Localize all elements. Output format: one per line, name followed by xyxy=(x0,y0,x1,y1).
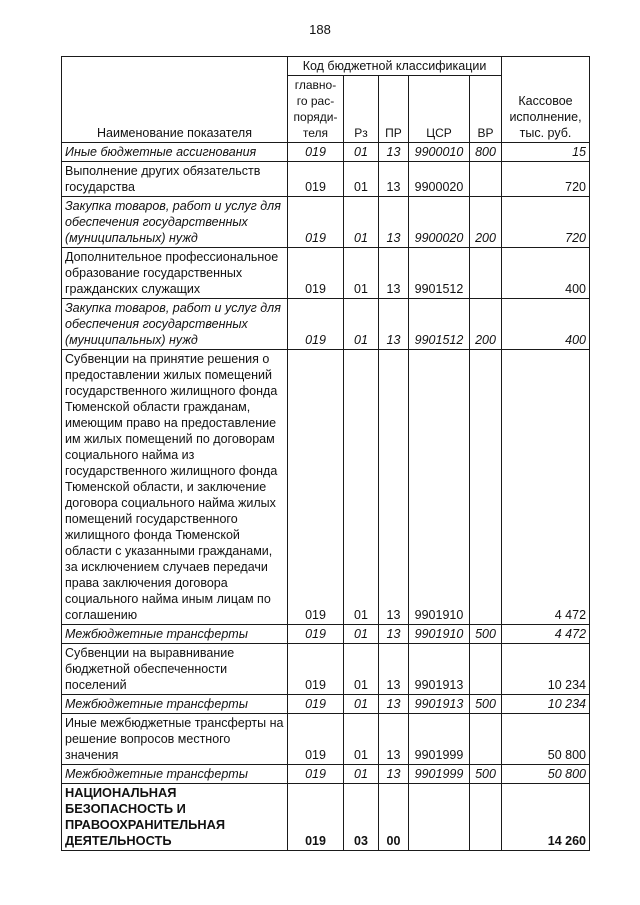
table-row xyxy=(62,143,590,162)
row-rz: 01 xyxy=(344,299,379,350)
row-rz: 03 xyxy=(344,784,379,851)
table-row xyxy=(62,162,590,197)
header-amount: Кассовое исполнение, тыс. руб. xyxy=(502,57,590,143)
row-pr: 13 xyxy=(379,299,409,350)
row-name: Субвенции на принятие решения о предоставлении жилых помещений государственного жилищного фонда Тюменской области гражданам, имеющим право на предоставление им жилых помещений по договорам социального найма из государственного жилищного фонда Тюменской области, и заключение договора социального найма жилых помещений государственного жилищного фонда Тюменской области с указанными гражданами, за исключением случаев передачи права заключения договора социального найма иным лицам по соглашению xyxy=(62,350,288,625)
row-vr xyxy=(470,350,502,625)
row-glav: 019 xyxy=(288,162,344,197)
budget-table xyxy=(61,56,590,851)
row-pr: 13 xyxy=(379,695,409,714)
row-amount: 14 260 xyxy=(502,784,590,851)
row-amount: 10 234 xyxy=(502,695,590,714)
header-pr: ПР xyxy=(379,76,409,143)
row-name: Выполнение других обязательств государства xyxy=(62,162,288,197)
row-csr: 9901999 xyxy=(409,714,470,765)
row-pr: 00 xyxy=(379,784,409,851)
row-pr: 13 xyxy=(379,765,409,784)
table-row xyxy=(62,644,590,695)
row-pr: 13 xyxy=(379,644,409,695)
row-vr: 200 xyxy=(470,299,502,350)
row-vr xyxy=(470,248,502,299)
row-csr: 9900020 xyxy=(409,197,470,248)
row-pr: 13 xyxy=(379,248,409,299)
table-row xyxy=(62,248,590,299)
row-name: НАЦИОНАЛЬНАЯ БЕЗОПАСНОСТЬ И ПРАВООХРАНИТЕЛЬНАЯ ДЕЯТЕЛЬНОСТЬ xyxy=(62,784,288,851)
row-csr: 9901910 xyxy=(409,350,470,625)
row-vr xyxy=(470,162,502,197)
row-name: Иные межбюджетные трансферты на решение вопросов местного значения xyxy=(62,714,288,765)
row-pr: 13 xyxy=(379,350,409,625)
row-vr: 500 xyxy=(470,765,502,784)
table-row xyxy=(62,350,590,625)
row-amount: 400 xyxy=(502,248,590,299)
row-csr: 9901913 xyxy=(409,644,470,695)
row-amount: 15 xyxy=(502,143,590,162)
header-csr: ЦСР xyxy=(409,76,470,143)
row-amount: 50 800 xyxy=(502,765,590,784)
row-rz: 01 xyxy=(344,714,379,765)
row-rz: 01 xyxy=(344,765,379,784)
row-amount: 10 234 xyxy=(502,644,590,695)
header-rz: Рз xyxy=(344,76,379,143)
row-pr: 13 xyxy=(379,162,409,197)
row-name: Иные бюджетные ассигнования xyxy=(62,143,288,162)
header-name: Наименование показателя xyxy=(62,57,288,143)
table-row xyxy=(62,625,590,644)
row-rz: 01 xyxy=(344,162,379,197)
row-amount: 720 xyxy=(502,162,590,197)
row-amount: 50 800 xyxy=(502,714,590,765)
row-glav: 019 xyxy=(288,143,344,162)
row-csr xyxy=(409,784,470,851)
row-amount: 4 472 xyxy=(502,350,590,625)
row-name: Межбюджетные трансферты xyxy=(62,695,288,714)
table-row xyxy=(62,695,590,714)
row-vr xyxy=(470,644,502,695)
row-name: Межбюджетные трансферты xyxy=(62,625,288,644)
table-row xyxy=(62,784,590,851)
row-pr: 13 xyxy=(379,197,409,248)
row-vr xyxy=(470,714,502,765)
row-name: Субвенции на выравнивание бюджетной обеспеченности поселений xyxy=(62,644,288,695)
row-name: Закупка товаров, работ и услуг для обеспечения государственных (муниципальных) нужд xyxy=(62,299,288,350)
row-vr: 500 xyxy=(470,695,502,714)
row-rz: 01 xyxy=(344,350,379,625)
header-code-group: Код бюджетной классификации xyxy=(288,57,502,76)
table-row xyxy=(62,197,590,248)
row-vr: 500 xyxy=(470,625,502,644)
row-glav: 019 xyxy=(288,350,344,625)
row-pr: 13 xyxy=(379,143,409,162)
table-row xyxy=(62,299,590,350)
row-glav: 019 xyxy=(288,765,344,784)
row-csr: 9901512 xyxy=(409,248,470,299)
row-csr: 9900020 xyxy=(409,162,470,197)
row-name: Межбюджетные трансферты xyxy=(62,765,288,784)
row-amount: 720 xyxy=(502,197,590,248)
row-csr: 9901999 xyxy=(409,765,470,784)
row-rz: 01 xyxy=(344,197,379,248)
header-glavnogo: главно-го рас-поряди-теля xyxy=(288,76,344,143)
header-vr: ВР xyxy=(470,76,502,143)
row-rz: 01 xyxy=(344,625,379,644)
row-csr: 9901910 xyxy=(409,625,470,644)
table-row xyxy=(62,765,590,784)
row-vr: 200 xyxy=(470,197,502,248)
row-glav: 019 xyxy=(288,714,344,765)
row-csr: 9901913 xyxy=(409,695,470,714)
row-amount: 4 472 xyxy=(502,625,590,644)
row-name: Закупка товаров, работ и услуг для обеспечения государственных (муниципальных) нужд xyxy=(62,197,288,248)
row-amount: 400 xyxy=(502,299,590,350)
page-number: 188 xyxy=(309,22,331,37)
row-rz: 01 xyxy=(344,644,379,695)
row-csr: 9900010 xyxy=(409,143,470,162)
row-glav: 019 xyxy=(288,197,344,248)
row-pr: 13 xyxy=(379,625,409,644)
row-glav: 019 xyxy=(288,299,344,350)
row-glav: 019 xyxy=(288,625,344,644)
row-glav: 019 xyxy=(288,784,344,851)
row-vr xyxy=(470,784,502,851)
row-pr: 13 xyxy=(379,714,409,765)
table-row xyxy=(62,714,590,765)
row-rz: 01 xyxy=(344,248,379,299)
row-csr: 9901512 xyxy=(409,299,470,350)
row-glav: 019 xyxy=(288,644,344,695)
row-rz: 01 xyxy=(344,143,379,162)
row-glav: 019 xyxy=(288,695,344,714)
row-vr: 800 xyxy=(470,143,502,162)
row-rz: 01 xyxy=(344,695,379,714)
row-name: Дополнительное профессиональное образование государственных гражданских служащих xyxy=(62,248,288,299)
row-glav: 019 xyxy=(288,248,344,299)
